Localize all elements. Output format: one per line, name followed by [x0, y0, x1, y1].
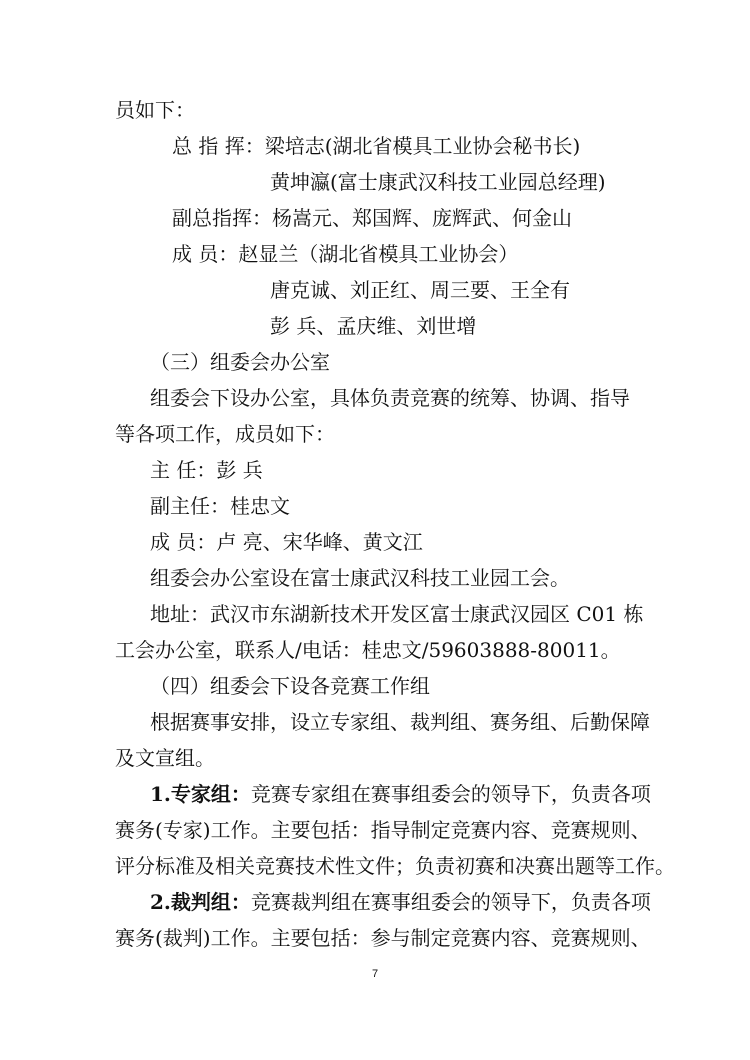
text-line-5: 成 员：赵显兰（湖北省模具工业协会） — [172, 242, 519, 266]
text-line-19: 及文宣组。 — [115, 746, 215, 770]
judge-group-text: 竞赛裁判组在赛事组委会的领导下，负责各项 — [250, 890, 651, 914]
text-line-16: 工会办公室，联系人/电话：桂忠文/59603888-80011。 — [115, 638, 621, 662]
text-line-1: 员如下： — [115, 98, 195, 122]
text-line-20 — [150, 776, 651, 812]
text-line-13: 成 员：卢 亮、宋华峰、黄文江 — [150, 530, 423, 554]
text-line-4: 副总指挥：杨嵩元、郑国辉、庞辉武、何金山 — [172, 206, 572, 230]
section-heading-3: （三）组委会办公室 — [150, 350, 330, 374]
text-line-6: 唐克诚、刘正红、周三要、王全有 — [270, 278, 570, 302]
text-line-9: 组委会下设办公室，具体负责竞赛的统筹、协调、指导 — [150, 386, 630, 410]
text-line-23 — [150, 884, 651, 920]
expert-group-heading: 1.专家组： — [150, 782, 251, 806]
text-line-7: 彭 兵、孟庆维、刘世增 — [270, 314, 477, 338]
text-line-21: 赛务(专家)工作。主要包括：指导制定竞赛内容、竞赛规则、 — [115, 818, 651, 842]
text-line-10: 等各项工作，成员如下： — [115, 422, 335, 446]
text-line-12: 副主任：桂忠文 — [150, 494, 290, 518]
text-line-2: 总 指 挥：梁培志(湖北省模具工业协会秘书长) — [172, 134, 581, 158]
judge-group-heading: 2.裁判组： — [150, 890, 251, 914]
expert-group-text: 竞赛专家组在赛事组委会的领导下，负责各项 — [250, 782, 651, 806]
page-number: 7 — [371, 968, 379, 980]
section-heading-4: （四）组委会下设各竞赛工作组 — [150, 674, 430, 698]
text-line-15: 地址：武汉市东湖新技术开发区富士康武汉园区 C01 栋 — [150, 602, 644, 626]
text-line-11: 主 任：彭 兵 — [150, 458, 263, 482]
text-line-14: 组委会办公室设在富士康武汉科技工业园工会。 — [150, 566, 570, 590]
text-line-24: 赛务(裁判)工作。主要包括：参与制定竞赛内容、竞赛规则、 — [115, 926, 651, 950]
text-line-22: 评分标准及相关竞赛技术性文件；负责初赛和决赛出题等工作。 — [115, 854, 675, 878]
text-line-18: 根据赛事安排，设立专家组、裁判组、赛务组、后勤保障 — [150, 710, 650, 734]
text-line-3: 黄坤瀛(富士康武汉科技工业园总经理) — [270, 170, 606, 194]
